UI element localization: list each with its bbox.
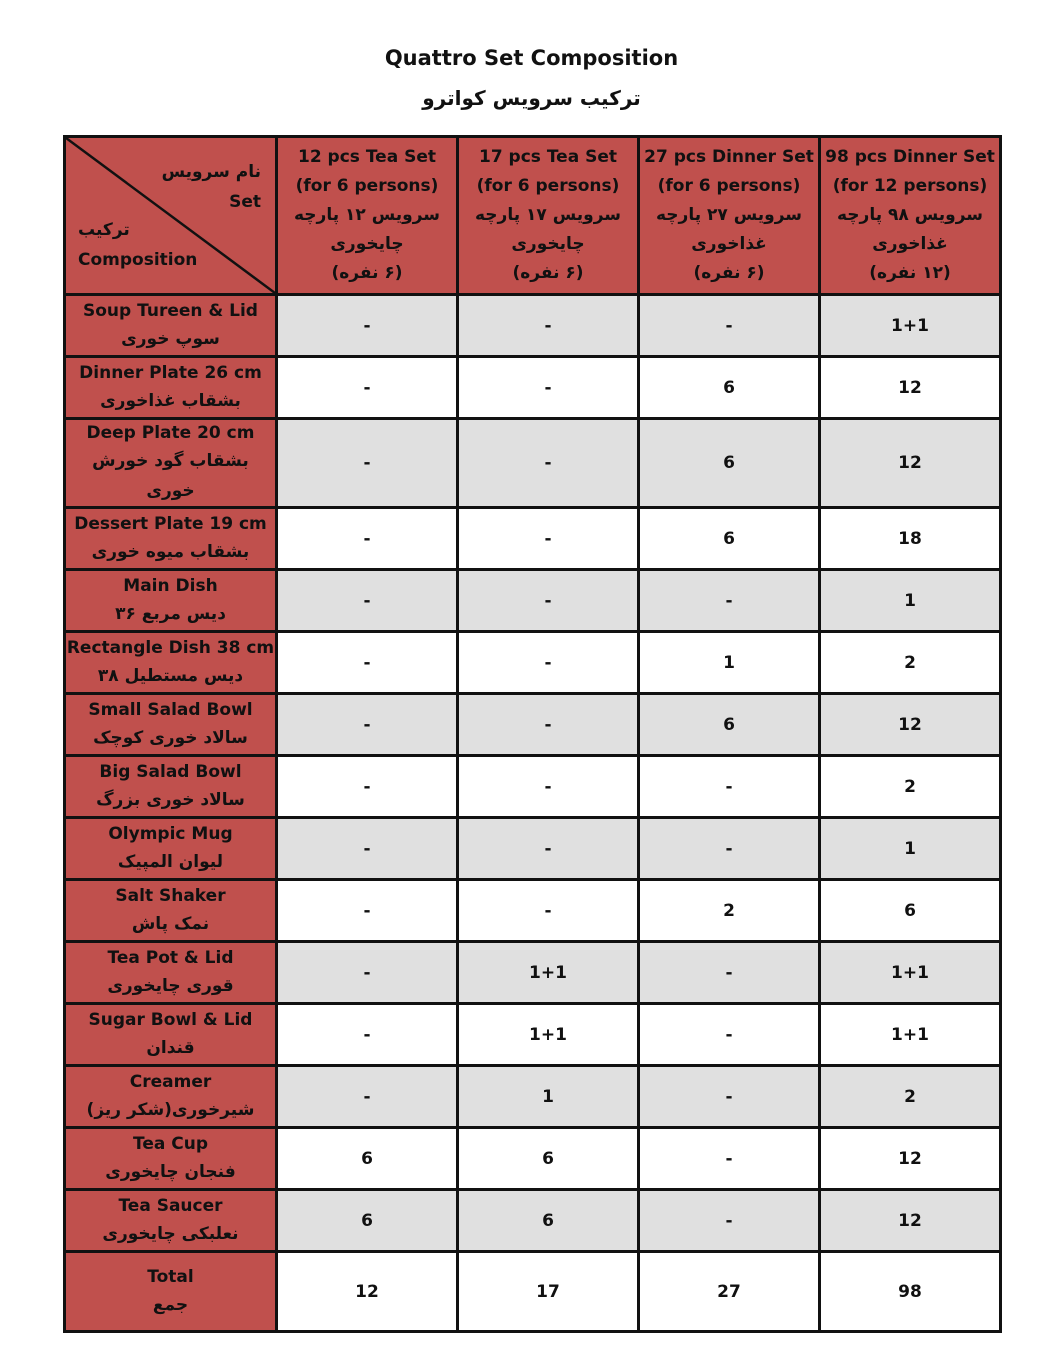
row-label-en: Olympic Mug [108,823,233,844]
table-cell: - [458,570,639,632]
table-row [65,295,1001,357]
column-header-fa1: سرویس ۹۸ پارچه [836,205,983,225]
table-row [65,694,1001,756]
page-title: Quattro Set Composition [384,46,679,70]
corner-composition-en: Composition [78,250,198,270]
table-cell: 1+1 [458,1004,639,1066]
column-header-fa2: غذاخوری [691,234,767,254]
row-label-cell [65,1066,277,1128]
row-label-fa: شیرخوری(شکر ریز) [86,1099,255,1120]
page-title-fa: ترکیب سرویس کواترو [422,86,641,110]
table-cell: 1+1 [458,942,639,1004]
row-label-en: Soup Tureen & Lid [83,300,258,321]
column-header-fa3: (۶ نفره) [331,263,403,283]
table-cell: - [639,1190,820,1252]
row-label-cell [65,942,277,1004]
row-label-fa: نمک پاش [131,913,210,934]
table-cell: 1 [820,818,1001,880]
table-row [65,818,1001,880]
row-label-en: Dessert Plate 19 cm [74,513,267,534]
table-cell: - [277,1066,458,1128]
row-label-cell [65,570,277,632]
table-cell: 12 [820,357,1001,419]
table-cell: - [277,632,458,694]
row-label-en: Salt Shaker [115,885,226,906]
table-cell: 6 [458,1128,639,1190]
table-cell: 6 [277,1128,458,1190]
table-cell: 2 [820,632,1001,694]
row-label-en: Total [147,1266,194,1287]
row-label-en: Main Dish [123,575,218,596]
total-row [65,1252,1001,1332]
table-row [65,1190,1001,1252]
table-cell: - [639,570,820,632]
table-cell: 1 [820,570,1001,632]
row-label-cell [65,880,277,942]
row-label-cell [65,1128,277,1190]
table-cell: 6 [639,419,820,508]
row-label-fa: نعلبکی چایخوری [102,1223,239,1244]
column-header [458,137,639,295]
table-cell: - [458,880,639,942]
table-cell: - [639,1004,820,1066]
table-cell: - [277,756,458,818]
table-row [65,419,1001,508]
table-cell: - [277,818,458,880]
column-header-fa3: (۶ نفره) [693,263,765,283]
table-row [65,942,1001,1004]
column-header-fa1: سرویس ۱۲ پارچه [293,205,440,225]
column-header-fa3: (۶ نفره) [512,263,584,283]
row-label-en: Dinner Plate 26 cm [79,362,262,383]
table-cell: - [277,295,458,357]
table-cell: - [458,632,639,694]
table-cell: - [639,818,820,880]
table-cell: 17 [458,1252,639,1332]
table-row [65,1128,1001,1190]
row-label-en: Deep Plate 20 cm [86,423,255,443]
row-label-cell [65,694,277,756]
row-label-fa: بشقاب میوه خوری [91,541,250,562]
table-cell: 1+1 [820,942,1001,1004]
column-header-en1: 12 pcs Tea Set [297,147,437,167]
table-cell: 12 [820,419,1001,508]
table-cell: 2 [639,880,820,942]
table-cell: 6 [820,880,1001,942]
column-header-en1: 17 pcs Tea Set [478,147,618,167]
column-header-fa2: غذاخوری [872,234,948,254]
table-cell: 1 [639,632,820,694]
table-cell: - [639,1066,820,1128]
row-label-cell [65,508,277,570]
row-label-cell [65,818,277,880]
table-cell: 12 [820,1128,1001,1190]
column-header-en2: (for 6 persons) [295,176,439,196]
table-cell: - [277,1004,458,1066]
table-row [65,756,1001,818]
row-label-cell [65,756,277,818]
table-cell: - [458,295,639,357]
table-cell: 6 [639,357,820,419]
table-cell: 6 [277,1190,458,1252]
table-cell: - [277,880,458,942]
row-label-fa: بشقاب غذاخوری [100,390,241,411]
table-cell: 6 [639,694,820,756]
row-label-en: Small Salad Bowl [88,699,253,720]
table-row [65,880,1001,942]
column-header [277,137,458,295]
column-header [639,137,820,295]
table-cell: - [458,756,639,818]
table-cell: 1 [458,1066,639,1128]
header-row [65,137,1001,295]
row-label-cell [65,357,277,419]
row-label-cell [65,1252,277,1332]
table-cell: 2 [820,756,1001,818]
table-cell: 12 [277,1252,458,1332]
row-label-en: Tea Pot & Lid [107,947,234,968]
table-row [65,570,1001,632]
table-cell: - [277,570,458,632]
column-header-fa1: سرویس ۱۷ پارچه [474,205,621,225]
row-label-cell [65,295,277,357]
table-cell: 18 [820,508,1001,570]
table-cell: - [458,419,639,508]
row-label-fa: سوپ خوری [121,328,220,349]
column-header-en1: 27 pcs Dinner Set [644,147,814,167]
column-header-fa3: (۱۲ نفره) [869,263,951,283]
row-label-cell [65,1190,277,1252]
table-cell: 1+1 [820,1004,1001,1066]
row-label-en: Rectangle Dish 38 cm [66,637,275,658]
table-cell: 98 [820,1252,1001,1332]
table-row [65,1066,1001,1128]
table-cell: - [277,419,458,508]
table-cell: - [639,756,820,818]
table-cell: 27 [639,1252,820,1332]
row-label-fa: قندان [146,1037,195,1058]
table-cell: 6 [639,508,820,570]
row-label-cell [65,632,277,694]
table-cell: - [458,818,639,880]
corner-composition-fa: ترکیب [78,220,130,240]
table-cell: 1+1 [820,295,1001,357]
composition-table [63,135,1002,1333]
corner-set-en: Set [229,192,261,212]
row-label-fa: بشقاب گود خورش خوری [92,451,249,501]
table-row [65,357,1001,419]
row-label-fa: دیس مربع ۳۶ [115,603,226,624]
corner-cell [65,137,277,295]
table-cell: 2 [820,1066,1001,1128]
corner-set-fa: نام سرویس [161,162,261,182]
row-label-fa: سالاد خوری کوچک [93,727,248,748]
table-cell: - [458,508,639,570]
table-cell: - [277,508,458,570]
column-header-fa2: چایخوری [511,234,585,254]
column-header-fa2: چایخوری [330,234,404,254]
table-cell: - [639,942,820,1004]
row-label-fa: سالاد خوری بزرگ [96,789,245,810]
table-cell: 6 [458,1190,639,1252]
table-cell: - [639,1128,820,1190]
table-cell: - [639,295,820,357]
column-header [820,137,1001,295]
column-header-en1: 98 pcs Dinner Set [825,147,995,167]
table-cell: - [277,694,458,756]
row-label-en: Big Salad Bowl [99,761,242,782]
row-label-fa: لیوان المپیک [117,851,224,872]
row-label-cell [65,1004,277,1066]
table-row [65,632,1001,694]
column-header-en2: (for 12 persons) [832,176,988,196]
row-label-fa: دیس مستطیل ۳۸ [97,665,244,686]
row-label-en: Creamer [129,1071,212,1092]
row-label-en: Tea Saucer [118,1195,223,1216]
row-label-fa: قوری چایخوری [107,975,234,996]
row-label-cell [65,419,277,508]
column-header-en2: (for 6 persons) [657,176,801,196]
table-cell: - [277,942,458,1004]
table-cell: 12 [820,694,1001,756]
column-header-fa1: سرویس ۲۷ پارچه [655,205,802,225]
table-cell: - [458,357,639,419]
row-label-fa: جمع [152,1294,189,1315]
column-header-en2: (for 6 persons) [476,176,620,196]
table-cell: - [458,694,639,756]
table-cell: 12 [820,1190,1001,1252]
table-row [65,508,1001,570]
table-cell: - [277,357,458,419]
row-label-fa: فنجان چایخوری [105,1161,236,1182]
row-label-en: Sugar Bowl & Lid [88,1009,253,1030]
row-label-en: Tea Cup [132,1133,208,1154]
table-row [65,1004,1001,1066]
